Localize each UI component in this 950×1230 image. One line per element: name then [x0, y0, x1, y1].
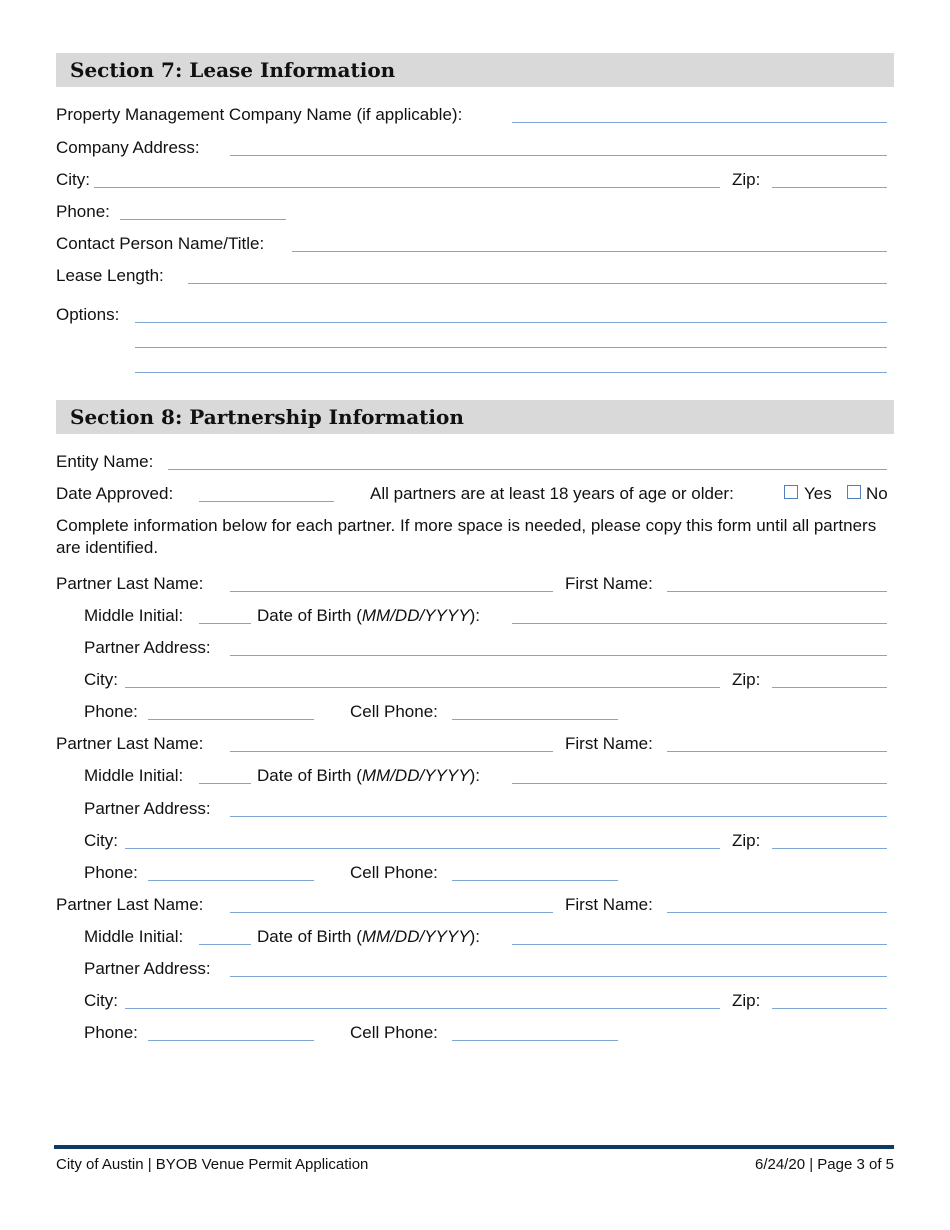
partner-city-field[interactable]: [125, 687, 720, 688]
partner-middle-initial-field[interactable]: [199, 623, 251, 624]
partner-city-label: City:: [84, 670, 118, 689]
partner-dob-field[interactable]: [512, 944, 887, 945]
options-field-line-2[interactable]: [135, 347, 887, 348]
partner-zip-field[interactable]: [772, 687, 887, 688]
footer-page-info: 6/24/20 | Page 3 of 5: [754, 1156, 894, 1173]
lease-length-field[interactable]: [188, 283, 887, 284]
partner-dob-label: Date of Birth (MM/DD/YYYY):: [257, 766, 480, 785]
partner-dob-label: Date of Birth (MM/DD/YYYY):: [257, 927, 480, 946]
footer-left-text: City of Austin | BYOB Venue Permit Application: [56, 1156, 369, 1173]
partner-city-label: City:: [84, 991, 118, 1010]
options-field-line-1[interactable]: [135, 322, 887, 323]
partner-last-name-label: Partner Last Name:: [56, 574, 204, 593]
age-no-label: No: [866, 484, 888, 503]
partner-cell-phone-label: Cell Phone:: [350, 1023, 438, 1042]
entity-name-label: Entity Name:: [56, 452, 154, 471]
partner-middle-initial-field[interactable]: [199, 944, 251, 945]
partner-last-name-field[interactable]: [230, 912, 553, 913]
partner-cell-phone-label: Cell Phone:: [350, 863, 438, 882]
age-no-checkbox[interactable]: [847, 485, 861, 499]
partner-middle-initial-label: Middle Initial:: [84, 927, 184, 946]
partner-middle-initial-label: Middle Initial:: [84, 606, 184, 625]
partner-zip-label: Zip:: [732, 670, 761, 689]
property-mgmt-field[interactable]: [512, 122, 887, 123]
partner-zip-field[interactable]: [772, 848, 887, 849]
partner-instructions: Complete information below for each partner. If more space is needed, please copy this form until all partners are identified.: [56, 516, 877, 557]
entity-name-field[interactable]: [168, 469, 887, 470]
partner-phone-field[interactable]: [148, 719, 314, 720]
options-label: Options:: [56, 305, 120, 324]
lease-zip-field[interactable]: [772, 187, 887, 188]
partner-first-name-field[interactable]: [667, 912, 887, 913]
age-yes-checkbox[interactable]: [784, 485, 798, 499]
partner-last-name-label: Partner Last Name:: [56, 734, 204, 753]
contact-person-field[interactable]: [292, 251, 887, 252]
lease-length-label: Lease Length:: [56, 266, 164, 285]
lease-zip-label: Zip:: [732, 170, 761, 189]
partner-first-name-label: First Name:: [565, 734, 653, 753]
partner-cell-phone-field[interactable]: [452, 880, 618, 881]
age-question-label: All partners are at least 18 years of age or older:: [370, 484, 734, 503]
company-address-field[interactable]: [230, 155, 887, 156]
partner-city-label: City:: [84, 831, 118, 850]
partner-cell-phone-field[interactable]: [452, 1040, 618, 1041]
age-yes-label: Yes: [804, 484, 832, 503]
date-approved-field[interactable]: [199, 501, 334, 502]
partner-zip-field[interactable]: [772, 1008, 887, 1009]
lease-city-field[interactable]: [94, 187, 720, 188]
partner-middle-initial-label: Middle Initial:: [84, 766, 184, 785]
contact-person-label: Contact Person Name/Title:: [56, 234, 265, 253]
partner-phone-field[interactable]: [148, 1040, 314, 1041]
partner-address-label: Partner Address:: [84, 799, 211, 818]
partner-last-name-field[interactable]: [230, 591, 553, 592]
partner-dob-field[interactable]: [512, 783, 887, 784]
lease-phone-field[interactable]: [120, 219, 286, 220]
partner-address-label: Partner Address:: [84, 638, 211, 657]
partner-address-field[interactable]: [230, 816, 887, 817]
section-7-header: Section 7: Lease Information: [56, 53, 894, 87]
section-8-header: Section 8: Partnership Information: [56, 400, 894, 434]
partner-last-name-label: Partner Last Name:: [56, 895, 204, 914]
lease-phone-label: Phone:: [56, 202, 110, 221]
partner-middle-initial-field[interactable]: [199, 783, 251, 784]
partner-phone-label: Phone:: [84, 1023, 138, 1042]
partner-first-name-field[interactable]: [667, 751, 887, 752]
partner-dob-field[interactable]: [512, 623, 887, 624]
footer-rule: [54, 1145, 894, 1149]
partner-first-name-label: First Name:: [565, 895, 653, 914]
partner-city-field[interactable]: [125, 1008, 720, 1009]
partner-phone-label: Phone:: [84, 702, 138, 721]
date-approved-label: Date Approved:: [56, 484, 174, 503]
partner-city-field[interactable]: [125, 848, 720, 849]
partner-zip-label: Zip:: [732, 831, 761, 850]
partner-phone-field[interactable]: [148, 880, 314, 881]
options-field-line-3[interactable]: [135, 372, 887, 373]
partner-address-field[interactable]: [230, 655, 887, 656]
company-address-label: Company Address:: [56, 138, 200, 157]
partner-address-field[interactable]: [230, 976, 887, 977]
lease-city-label: City:: [56, 170, 90, 189]
partner-first-name-field[interactable]: [667, 591, 887, 592]
partner-address-label: Partner Address:: [84, 959, 211, 978]
partner-cell-phone-field[interactable]: [452, 719, 618, 720]
property-mgmt-label: Property Management Company Name (if applicable):: [56, 105, 463, 124]
partner-last-name-field[interactable]: [230, 751, 553, 752]
partner-zip-label: Zip:: [732, 991, 761, 1010]
partner-phone-label: Phone:: [84, 863, 138, 882]
partner-cell-phone-label: Cell Phone:: [350, 702, 438, 721]
partner-dob-label: Date of Birth (MM/DD/YYYY):: [257, 606, 480, 625]
partner-first-name-label: First Name:: [565, 574, 653, 593]
